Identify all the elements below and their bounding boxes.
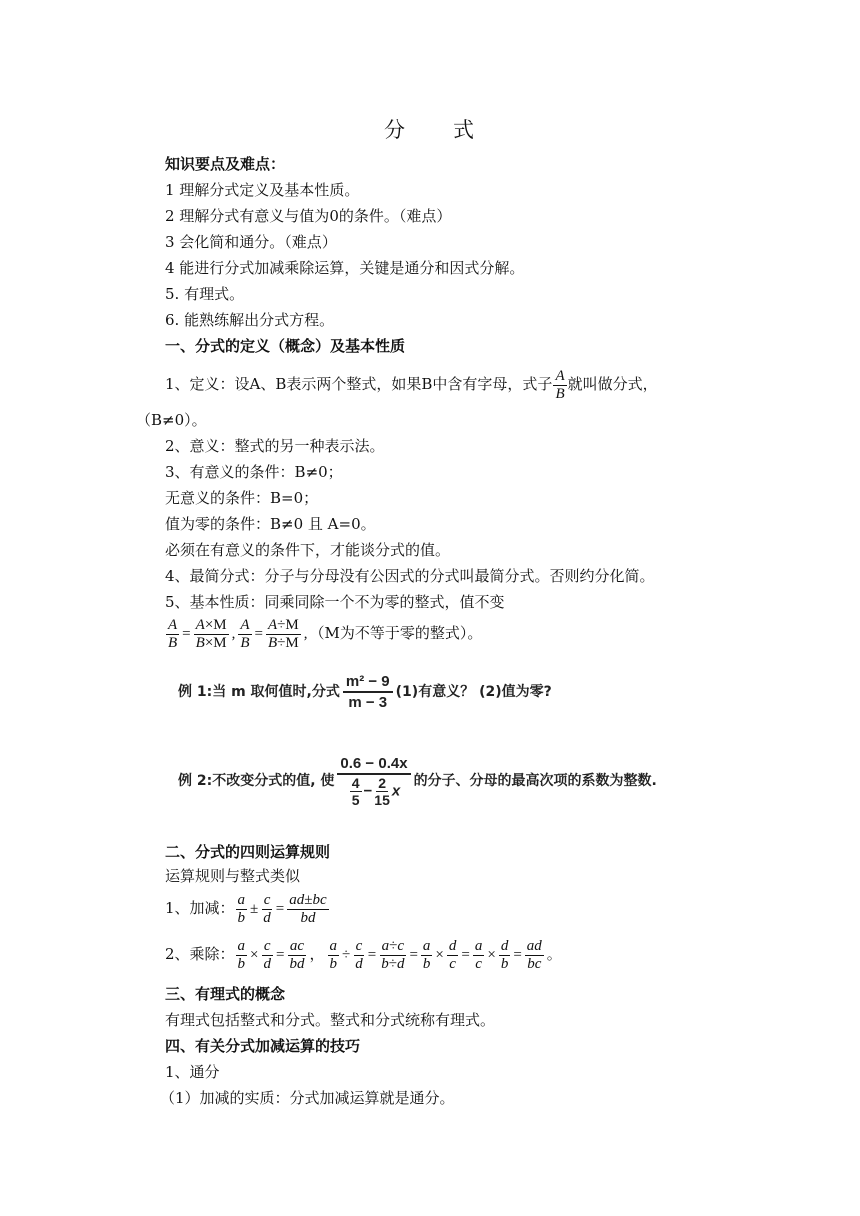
den: $\frac{4}{5}$ − $\frac{2}{15}$ x <box>351 775 401 808</box>
example2-fraction <box>337 754 410 808</box>
section2-heading: 二、分式的四则运算规则 <box>165 843 331 861</box>
num: A <box>168 616 178 633</box>
comma: ， <box>309 947 325 963</box>
eq: = <box>461 947 470 963</box>
num: m² − 9 <box>343 672 393 693</box>
div: ÷ <box>342 947 351 963</box>
frac-c-d <box>261 892 273 927</box>
example2-prefix: 例 2:不改变分式的值, 使 <box>178 773 335 789</box>
meaning-line: 2、意义：整式的另一种表示法。 <box>165 437 385 455</box>
den: B×M <box>195 634 227 651</box>
key-points-heading: 知识要点及难点： <box>165 155 286 173</box>
frac-adm-bdm <box>266 617 301 652</box>
property-formula <box>165 614 482 653</box>
definition-line <box>165 366 658 403</box>
f8 <box>447 938 459 973</box>
den: c <box>449 955 456 972</box>
num: a <box>422 937 431 954</box>
den: c <box>475 955 482 972</box>
example1-prefix: 例 1:当 m 取何值时,分式 <box>178 684 340 700</box>
num: c <box>355 937 363 954</box>
definition-text: 1、定义：设A、B表示两个整式，如果B中含有字母，式子 <box>165 375 553 393</box>
num: A÷M <box>268 616 299 633</box>
f4 <box>328 938 340 973</box>
basic-property-line: 5、基本性质：同乘同除一个不为零的整式，值不变 <box>165 593 505 611</box>
page-title <box>384 114 474 144</box>
num: d <box>448 937 457 954</box>
condition-meaningless: 无意义的条件：B=0； <box>165 489 319 507</box>
section1-heading: 一、分式的定义（概念）及基本性质 <box>165 337 406 355</box>
title-char-1: 分 <box>384 118 405 142</box>
comma: , <box>231 626 236 642</box>
den: B <box>168 634 178 651</box>
num: a <box>237 937 246 954</box>
num: d <box>500 937 509 954</box>
section2-intro: 运算规则与整式类似 <box>165 867 301 885</box>
key-point-3: 3 会化简和通分。（难点） <box>165 233 337 251</box>
comma: , <box>303 626 308 642</box>
num: a÷c <box>381 937 405 954</box>
num: ad±bc <box>289 891 327 908</box>
eq: = <box>182 626 191 642</box>
frac-a-b <box>166 617 179 652</box>
den: bd <box>300 909 316 926</box>
num: 0.6 − 0.4x <box>337 754 410 775</box>
num: 4 <box>351 775 360 791</box>
f7 <box>421 938 433 973</box>
condition-meaningful: 3、有意义的条件：B≠0； <box>165 463 343 481</box>
multiplication-label: 2、乘除： <box>165 945 235 963</box>
addition-label: 1、加减： <box>165 899 235 917</box>
simplest-fraction-line: 4、最简分式：分子与分母没有公因式的分式叫最简分式。否则约分化简。 <box>165 567 655 585</box>
multiplication-rule <box>165 934 564 975</box>
addition-rule <box>165 888 330 929</box>
f10 <box>499 938 511 973</box>
times: × <box>435 947 444 963</box>
f6 <box>379 938 406 973</box>
eq: = <box>409 947 418 963</box>
section3-text: 有理式包括整式和分式。整式和分式统称有理式。 <box>165 1011 496 1029</box>
example-2 <box>178 754 657 808</box>
num: c <box>263 891 271 908</box>
property-note: （M为不等于零的整式）。 <box>309 624 483 642</box>
example1-fraction <box>343 672 393 712</box>
f9 <box>473 938 485 973</box>
num: 2 <box>378 775 386 791</box>
section4-item1a: （1）加减的实质：分式加减运算就是通分。 <box>160 1089 455 1107</box>
example2-suffix: 的分子、分母的最高次项的系数为整数. <box>413 773 657 789</box>
key-point-1: 1 理解分式定义及基本性质。 <box>165 181 360 199</box>
fraction-a-over-b <box>553 368 566 403</box>
frac-result <box>287 892 328 927</box>
title-char-2: 式 <box>453 118 474 142</box>
pm: ± <box>250 901 259 917</box>
eq: = <box>513 947 522 963</box>
num: ad <box>526 937 542 954</box>
eq: = <box>254 626 263 642</box>
condition-zero: 值为零的条件：B≠0 且 A=0。 <box>165 515 376 533</box>
den: bc <box>527 955 542 972</box>
den: bd <box>289 955 305 972</box>
f2 <box>262 938 274 973</box>
f1 <box>236 938 248 973</box>
key-point-6: 6. 能熟练解出分式方程。 <box>165 311 335 329</box>
key-point-2: 2 理解分式有意义与值为0的条件。（难点） <box>165 207 452 225</box>
den: b <box>329 955 337 972</box>
den: b <box>237 955 246 972</box>
num: a <box>329 937 337 954</box>
eq: = <box>367 947 377 963</box>
den: B÷M <box>268 634 299 651</box>
den: b÷d <box>381 955 405 972</box>
den: m − 3 <box>348 694 388 711</box>
den: b <box>422 955 431 972</box>
num: c <box>263 937 271 954</box>
f11 <box>525 938 544 973</box>
frac-num: A <box>555 367 565 384</box>
eq: = <box>276 947 285 963</box>
key-point-5: 5. 有理式。 <box>165 285 245 303</box>
frac-am-bm <box>194 617 229 652</box>
times: × <box>250 947 259 963</box>
num: ac <box>289 937 305 954</box>
f5 <box>353 938 365 973</box>
den: d <box>355 955 363 972</box>
num: A×M <box>195 616 227 633</box>
example1-suffix: (1)有意义？ (2)值为零? <box>395 684 552 700</box>
section3-heading: 三、有理式的概念 <box>165 985 286 1003</box>
definition-continuation: （B≠0）。 <box>136 411 207 429</box>
frac-den: B <box>555 385 565 402</box>
period: 。 <box>546 947 562 963</box>
sub-frac-2-15 <box>374 775 390 808</box>
frac-a-b-2 <box>238 617 251 652</box>
den: b <box>500 955 509 972</box>
den: d <box>263 955 272 972</box>
num: A <box>240 616 250 633</box>
num: a <box>237 891 246 908</box>
times: × <box>487 947 496 963</box>
condition-note: 必须在有意义的条件下，才能谈分式的值。 <box>165 541 451 559</box>
den: B <box>240 634 250 651</box>
den: 15 <box>374 792 390 808</box>
num: a <box>474 937 483 954</box>
sub-frac-4-5 <box>350 775 362 808</box>
section4-heading: 四、有关分式加减运算的技巧 <box>165 1037 361 1055</box>
den: b <box>237 909 246 926</box>
den: 5 <box>351 792 360 808</box>
key-point-4: 4 能进行分式加减乘除运算，关键是通分和因式分解。 <box>165 259 525 277</box>
frac-a-b <box>236 892 248 927</box>
den: d <box>263 909 271 926</box>
f3 <box>287 938 306 973</box>
example-1 <box>178 672 552 712</box>
definition-suffix: 就叫做分式， <box>567 375 658 393</box>
section4-item1: 1、通分 <box>165 1063 220 1081</box>
eq: = <box>275 901 285 917</box>
